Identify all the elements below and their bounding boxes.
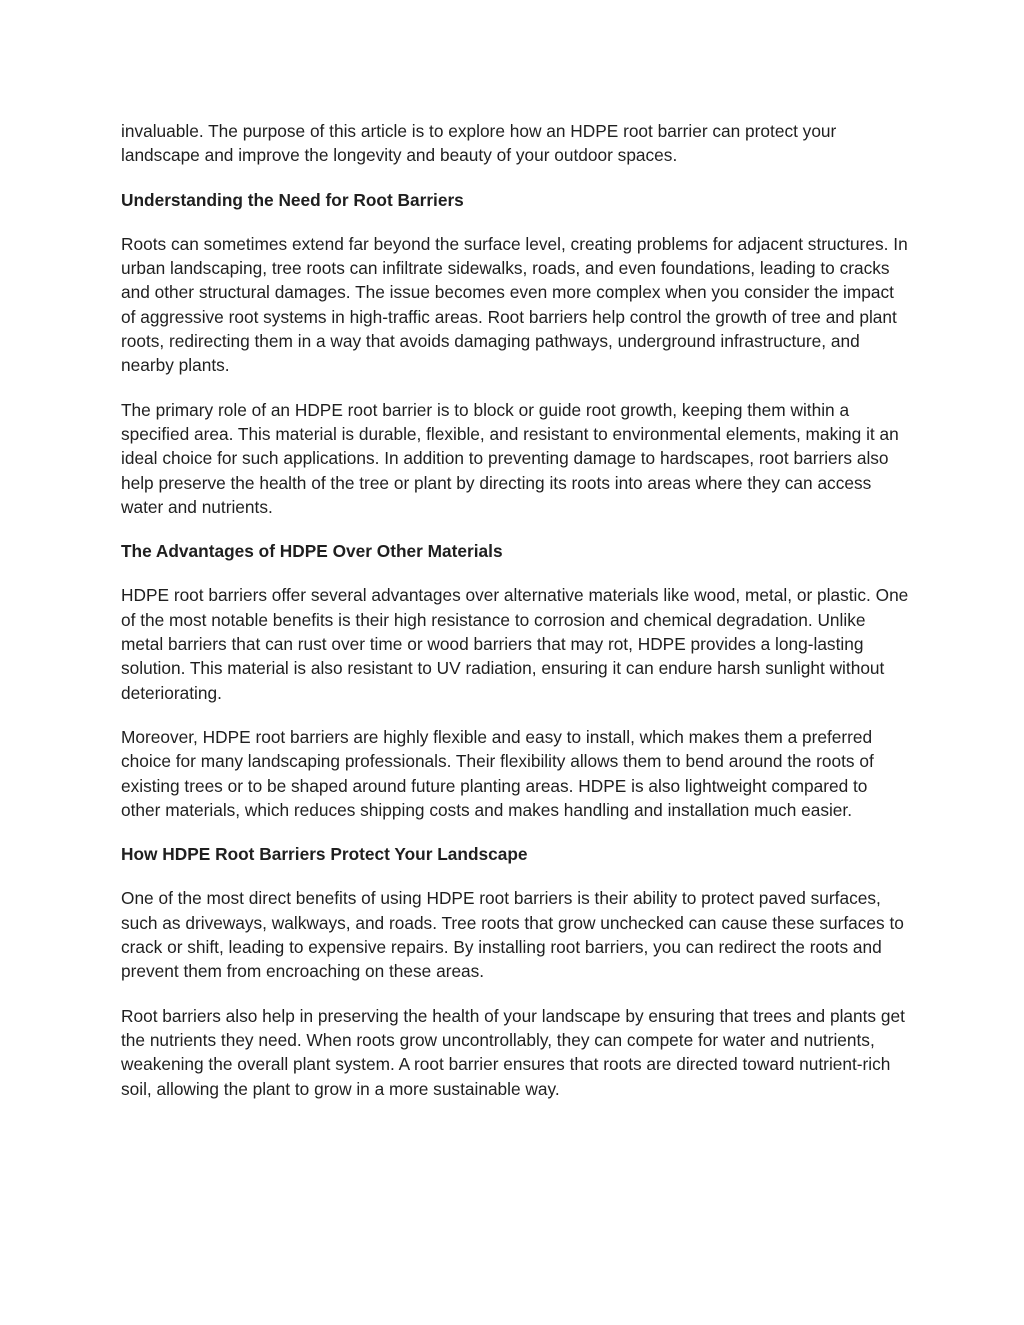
section-heading-need: Understanding the Need for Root Barriers [121, 189, 464, 210]
document-page [121, 119, 911, 1121]
paragraph-flexibility: Moreover, HDPE root barriers are highly flexible and easy to install, which makes them a preferred choice for many landscaping professionals. Their flexibility allows them to bend around the roots of existing trees or to be shaped around future planting areas. HDPE is also lightweight compared to other materials, which reduces shipping costs and makes handling and installation much easier. [121, 726, 874, 820]
paragraph-landscape-health: Root barriers also help in preserving the health of your landscape by ensuring that trees and plants get the nutrients they need. When roots grow uncontrollably, they can compete for water and nutrients, weakening the overall plant system. A root barrier ensures that roots are directed toward nutrient-rich soil, allowing the plant to grow in a more sustainable way. [121, 1005, 905, 1099]
paragraph-primary-role: The primary role of an HDPE root barrier is to block or guide root growth, keeping them within a specified area. This material is durable, flexible, and resistant to environmental elements, making it an ideal choice for such applications. In addition to preventing damage to hardscapes, root barriers also help preserve the health of the tree or plant by directing its roots into areas where they can access water and nutrients. [121, 399, 899, 517]
section-heading-protect: How HDPE Root Barriers Protect Your Landscape [121, 844, 528, 865]
intro-paragraph: invaluable. The purpose of this article is to explore how an HDPE root barrier can protect your landscape and improve the longevity and beauty of your outdoor spaces. [121, 121, 837, 166]
section-heading-advantages: The Advantages of HDPE Over Other Materials [121, 541, 503, 562]
paragraph-roots-extend: Roots can sometimes extend far beyond the surface level, creating problems for adjacent structures. In urban landscaping, tree roots can infiltrate sidewalks, roads, and even foundations, leading to cracks and other structural damages. The issue becomes even more complex when you consider the impact of aggressive root systems in high-traffic areas. Root barriers help control the growth of tree and plant roots, redirecting them in a way that avoids damaging pathways, underground infrastructure, and nearby plants. [121, 233, 908, 376]
paragraph-advantages: HDPE root barriers offer several advantages over alternative materials like wood, metal, or plastic. One of the most notable benefits is their high resistance to corrosion and chemical degradation. Unlike metal barriers that can rust over time or wood barriers that may rot, HDPE provides a long-lasting solution. This material is also resistant to UV radiation, ensuring it can endure harsh sunlight without deteriorating. [121, 585, 909, 703]
paragraph-paved-surfaces: One of the most direct benefits of using HDPE root barriers is their ability to protect paved surfaces, such as driveways, walkways, and roads. Tree roots that grow unchecked can cause these surfaces to crack or shift, leading to expensive repairs. By installing root barriers, you can redirect the roots and prevent them from encroaching on these areas. [121, 888, 904, 982]
